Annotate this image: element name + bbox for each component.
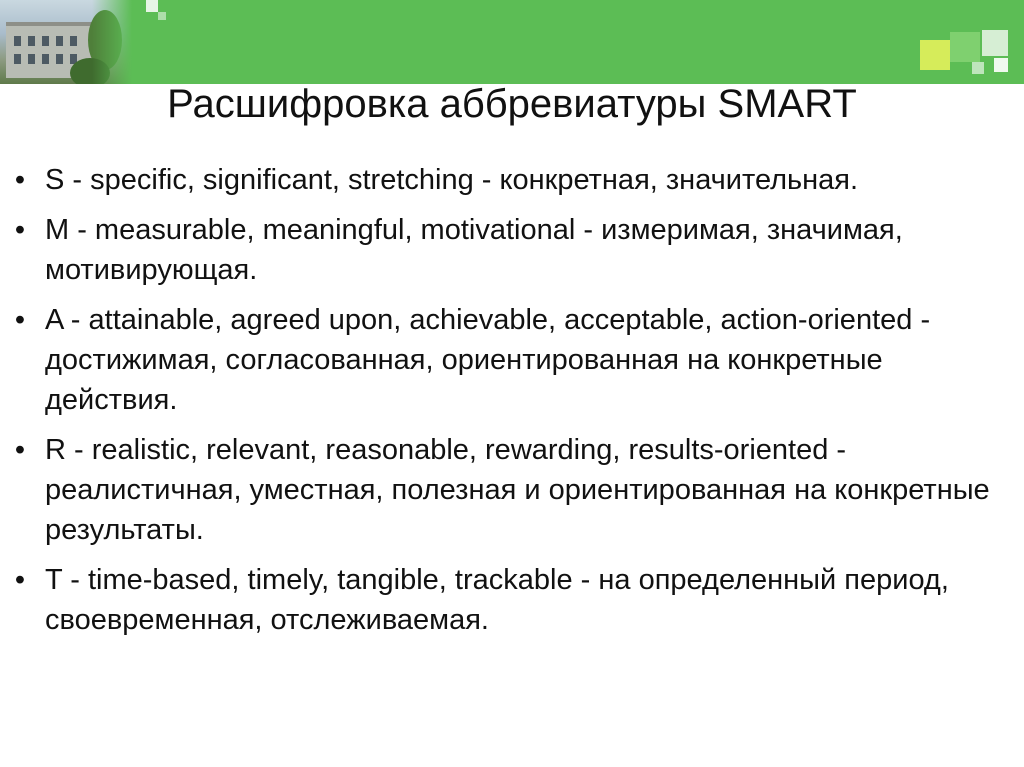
- window: [42, 54, 49, 64]
- bullet-item-m: [0, 210, 1024, 290]
- decor-square: [920, 40, 950, 70]
- window: [70, 36, 77, 46]
- window: [42, 36, 49, 46]
- bullet-item-r: [0, 430, 1024, 550]
- bullet-marker: •: [14, 214, 26, 246]
- decor-square: [982, 30, 1008, 56]
- bullet-marker: •: [14, 304, 26, 336]
- window: [14, 36, 21, 46]
- bullet-marker: •: [14, 564, 26, 596]
- bullet-list: [0, 160, 1024, 650]
- bullet-item-a: [0, 300, 1024, 420]
- window: [14, 54, 21, 64]
- bullet-text: R - realistic, relevant, reasonable, rewarding, results-oriented - реалистичная, уместная, полезная и ориентированная на конкретные результаты.: [45, 434, 990, 546]
- bullet-text: A - attainable, agreed upon, achievable, acceptable, action-oriented - достижимая, согласованная, ориентированная на конкретные действия.: [45, 304, 931, 416]
- bullet-text: M - measurable, meaningful, motivational - измеримая, значимая, мотивирующая.: [45, 214, 903, 286]
- bullet-text: T - time-based, timely, tangible, trackable - на определенный период, своевременная, отслеживаемая.: [45, 564, 949, 636]
- decor-square: [146, 0, 158, 12]
- window: [56, 54, 63, 64]
- decor-square: [158, 12, 166, 20]
- window: [56, 36, 63, 46]
- decor-square: [972, 62, 984, 74]
- bullet-marker: •: [14, 164, 26, 196]
- building-photo-icon: [0, 0, 132, 84]
- photo-fade: [92, 0, 132, 84]
- bullet-marker: •: [14, 434, 26, 466]
- header-band: [0, 0, 1024, 84]
- bullet-item-s: [0, 160, 1024, 200]
- bullet-text: S - specific, significant, stretching - конкретная, значительная.: [45, 164, 859, 196]
- decor-square: [950, 32, 980, 62]
- bullet-item-t: [0, 560, 1024, 640]
- window: [28, 54, 35, 64]
- decor-square: [994, 58, 1008, 72]
- window: [28, 36, 35, 46]
- slide-title: Расшифровка аббревиатуры SMART: [167, 82, 857, 126]
